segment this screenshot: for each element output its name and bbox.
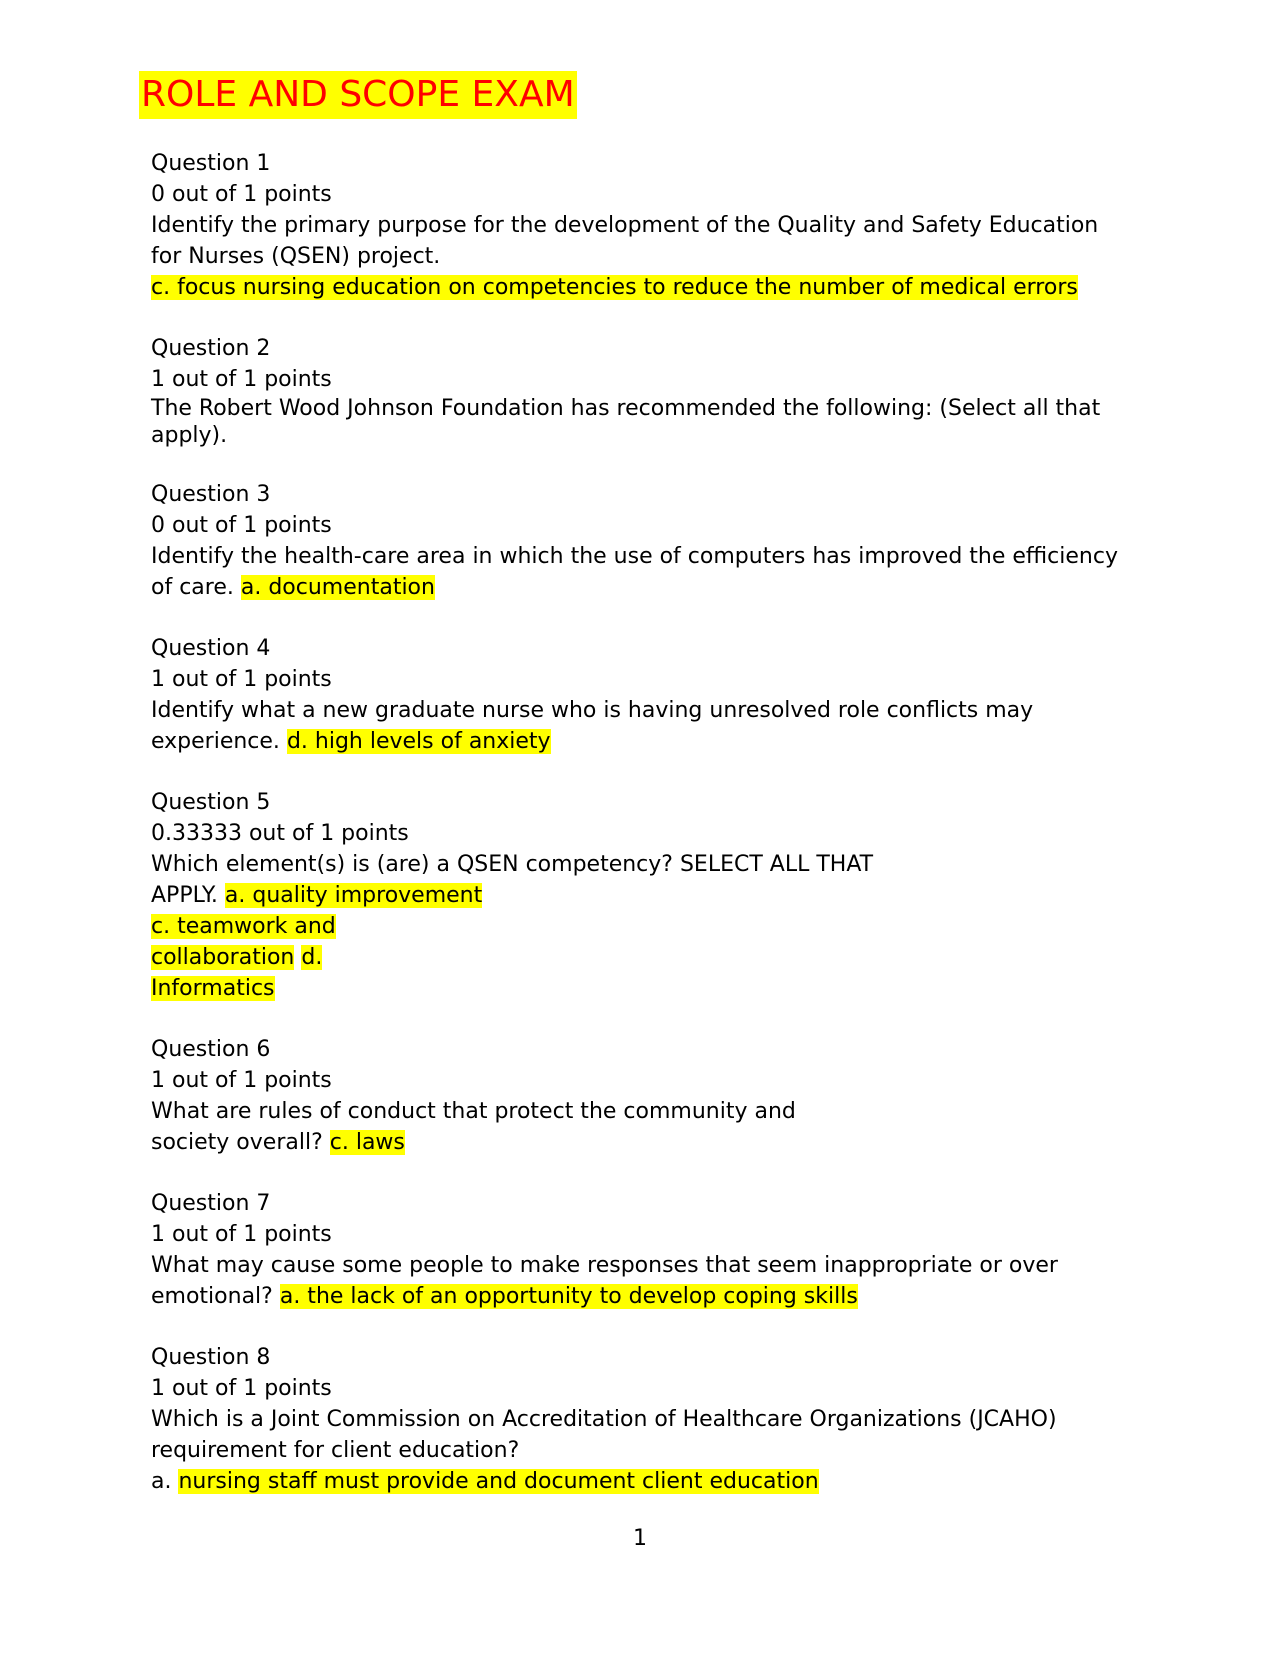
highlighted-answer: d. high levels of anxiety bbox=[286, 729, 551, 754]
question-text: Identify the primary purpose for the development of the Quality and Safety Education for Nurses (QSEN) project. bbox=[151, 213, 1099, 269]
question-label: Question 1 bbox=[151, 151, 271, 176]
question-score: 1 out of 1 points bbox=[151, 1376, 332, 1401]
question-4 bbox=[151, 633, 1131, 757]
question-score: 1 out of 1 points bbox=[151, 1068, 332, 1093]
highlighted-answer: c. focus nursing education on competencies to reduce the number of medical errors bbox=[151, 275, 1078, 300]
question-label: Question 8 bbox=[151, 1345, 271, 1370]
question-text: Identify what a new graduate nurse who is having unresolved role conflicts may experience. bbox=[151, 698, 1034, 754]
question-2 bbox=[151, 333, 1131, 449]
question-label: Question 3 bbox=[151, 482, 271, 507]
highlighted-answer-d-cont: Informatics bbox=[151, 976, 275, 1001]
question-label: Question 7 bbox=[151, 1191, 271, 1216]
question-score: 1 out of 1 points bbox=[151, 667, 332, 692]
question-label: Question 4 bbox=[151, 636, 271, 661]
document-title: ROLE AND SCOPE EXAM bbox=[139, 71, 577, 119]
page-number: 1 bbox=[633, 1526, 647, 1551]
question-score: 0 out of 1 points bbox=[151, 513, 332, 538]
question-label: Question 5 bbox=[151, 790, 271, 815]
question-6 bbox=[151, 1034, 1131, 1158]
question-score: 0.33333 out of 1 points bbox=[151, 821, 409, 846]
highlighted-answer-c-cont: collaboration bbox=[151, 945, 295, 970]
questions-list bbox=[151, 148, 1131, 1527]
question-text: What are rules of conduct that protect the community and bbox=[151, 1099, 796, 1124]
question-3 bbox=[151, 479, 1131, 603]
question-8 bbox=[151, 1342, 1131, 1497]
question-score: 0 out of 1 points bbox=[151, 182, 332, 207]
highlighted-answer: nursing staff must provide and document client education bbox=[178, 1469, 819, 1494]
question-score: 1 out of 1 points bbox=[151, 367, 332, 392]
question-text: The Robert Wood Johnson Foundation has recommended the following: (Select all that apply). bbox=[151, 396, 1101, 448]
question-text-cont: society overall? bbox=[151, 1130, 323, 1155]
question-1 bbox=[151, 148, 1131, 303]
question-score: 1 out of 1 points bbox=[151, 1222, 332, 1247]
highlighted-answer: a. documentation bbox=[240, 575, 435, 600]
highlighted-answer: a. the lack of an opportunity to develop coping skills bbox=[279, 1284, 858, 1309]
question-5 bbox=[151, 787, 1131, 1004]
question-7 bbox=[151, 1188, 1131, 1312]
answer-prefix: a. bbox=[151, 1469, 172, 1494]
highlighted-answer-c: c. teamwork and bbox=[151, 914, 336, 939]
question-label: Question 2 bbox=[151, 336, 271, 361]
question-text: Identify the health-care area in which the use of computers has improved the efficiency of care. bbox=[151, 544, 1118, 600]
question-text: What may cause some people to make responses that seem inappropriate or over emotional? bbox=[151, 1253, 1058, 1309]
question-text: Which element(s) is (are) a QSEN competency? SELECT ALL THAT bbox=[151, 852, 874, 877]
highlighted-answer: c. laws bbox=[329, 1130, 405, 1155]
question-text-cont: APPLY. bbox=[151, 883, 218, 908]
highlighted-answer-d: d. bbox=[301, 945, 323, 970]
question-label: Question 6 bbox=[151, 1037, 271, 1062]
highlighted-answer-a: a. quality improvement bbox=[224, 883, 483, 908]
question-text: Which is a Joint Commission on Accreditation of Healthcare Organizations (JCAHO) requirement for client education? bbox=[151, 1407, 1057, 1463]
